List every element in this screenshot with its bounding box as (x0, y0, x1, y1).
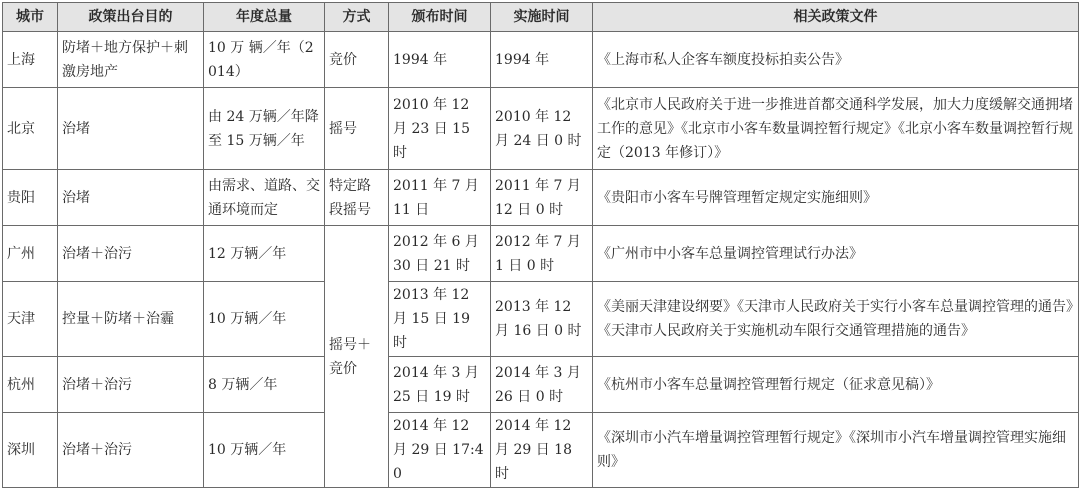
purpose-cell: 治堵 (58, 88, 204, 170)
method-cell: 竞价 (325, 32, 389, 88)
method-cell-merged: 摇号＋竞价 (325, 226, 389, 488)
purpose-cell: 治堵 (58, 170, 204, 226)
issued-cell: 1994 年 (389, 32, 491, 88)
city-cell: 贵阳 (3, 170, 58, 226)
method-cell: 摇号 (325, 88, 389, 170)
documents-cell: 《上海市私人企客车额度投标拍卖公告》 (593, 32, 1079, 88)
quota-cell: 由 24 万辆／年降至 15 万辆／年 (204, 88, 325, 170)
issued-cell: 2011 年 7 月 11 日 (389, 170, 491, 226)
purpose-cell: 治堵＋治污 (58, 357, 204, 413)
documents-cell: 《广州市中小客车总量调控管理试行办法》 (593, 226, 1079, 282)
documents-cell: 《北京市人民政府关于进一步推进首都交通科学发展，加大力度缓解交通拥堵工作的意见》《北京市小客车数量调控暂行规定》《北京小客车数量调控暂行规定（2013 年修订）》 (593, 88, 1079, 170)
header-documents: 相关政策文件 (593, 3, 1079, 32)
quota-cell: 10 万辆／年 (204, 282, 325, 357)
quota-cell: 12 万辆／年 (204, 226, 325, 282)
header-effective: 实施时间 (491, 3, 593, 32)
policy-table (2, 2, 1079, 488)
effective-cell: 2010 年 12 月 24 日 0 时 (491, 88, 593, 170)
table-row (3, 88, 1079, 170)
issued-cell: 2014 年 3 月 25 日 19 时 (389, 357, 491, 413)
header-method: 方式 (325, 3, 389, 32)
documents-cell: 《深圳市小汽车增量调控管理暂行规定》《深圳市小汽车增量调控管理实施细则》 (593, 413, 1079, 488)
city-cell: 广州 (3, 226, 58, 282)
quota-cell: 10 万辆／年 (204, 413, 325, 488)
documents-cell: 《杭州市小客车总量调控管理暂行规定（征求意见稿）》 (593, 357, 1079, 413)
city-cell: 上海 (3, 32, 58, 88)
effective-cell: 2011 年 7 月 12 日 0 时 (491, 170, 593, 226)
issued-cell: 2010 年 12 月 23 日 15 时 (389, 88, 491, 170)
issued-cell: 2012 年 6 月 30 日 21 时 (389, 226, 491, 282)
table-row (3, 413, 1079, 488)
purpose-cell: 防堵＋地方保护＋刺激房地产 (58, 32, 204, 88)
header-quota: 年度总量 (204, 3, 325, 32)
header-city: 城市 (3, 3, 58, 32)
quota-cell: 10 万 辆／年（2014） (204, 32, 325, 88)
quota-cell: 8 万辆／年 (204, 357, 325, 413)
issued-cell: 2013 年 12 月 15 日 19 时 (389, 282, 491, 357)
header-row (3, 3, 1079, 32)
header-issued: 颁布时间 (389, 3, 491, 32)
header-purpose: 政策出台目的 (58, 3, 204, 32)
quota-cell: 由需求、道路、交通环境而定 (204, 170, 325, 226)
effective-cell: 2012 年 7 月 1 日 0 时 (491, 226, 593, 282)
table-row (3, 226, 1079, 282)
table-row (3, 357, 1079, 413)
table-row (3, 282, 1079, 357)
purpose-cell: 控量＋防堵＋治霾 (58, 282, 204, 357)
effective-cell: 2014 年 3 月 26 日 0 时 (491, 357, 593, 413)
table-row (3, 170, 1079, 226)
effective-cell: 2014 年 12 月 29 日 18 时 (491, 413, 593, 488)
method-cell: 特定路段摇号 (325, 170, 389, 226)
purpose-cell: 治堵＋治污 (58, 413, 204, 488)
table-row (3, 32, 1079, 88)
documents-cell: 《贵阳市小客车号牌管理暂定规定实施细则》 (593, 170, 1079, 226)
city-cell: 天津 (3, 282, 58, 357)
city-cell: 北京 (3, 88, 58, 170)
city-cell: 深圳 (3, 413, 58, 488)
issued-cell: 2014 年 12 月 29 日 17:40 (389, 413, 491, 488)
effective-cell: 1994 年 (491, 32, 593, 88)
city-cell: 杭州 (3, 357, 58, 413)
documents-cell: 《美丽天津建设纲要》《天津市人民政府关于实行小客车总量调控管理的通告》《天津市人民政府关于实施机动车限行交通管理措施的通告》 (593, 282, 1079, 357)
purpose-cell: 治堵＋治污 (58, 226, 204, 282)
effective-cell: 2013 年 12 月 16 日 0 时 (491, 282, 593, 357)
